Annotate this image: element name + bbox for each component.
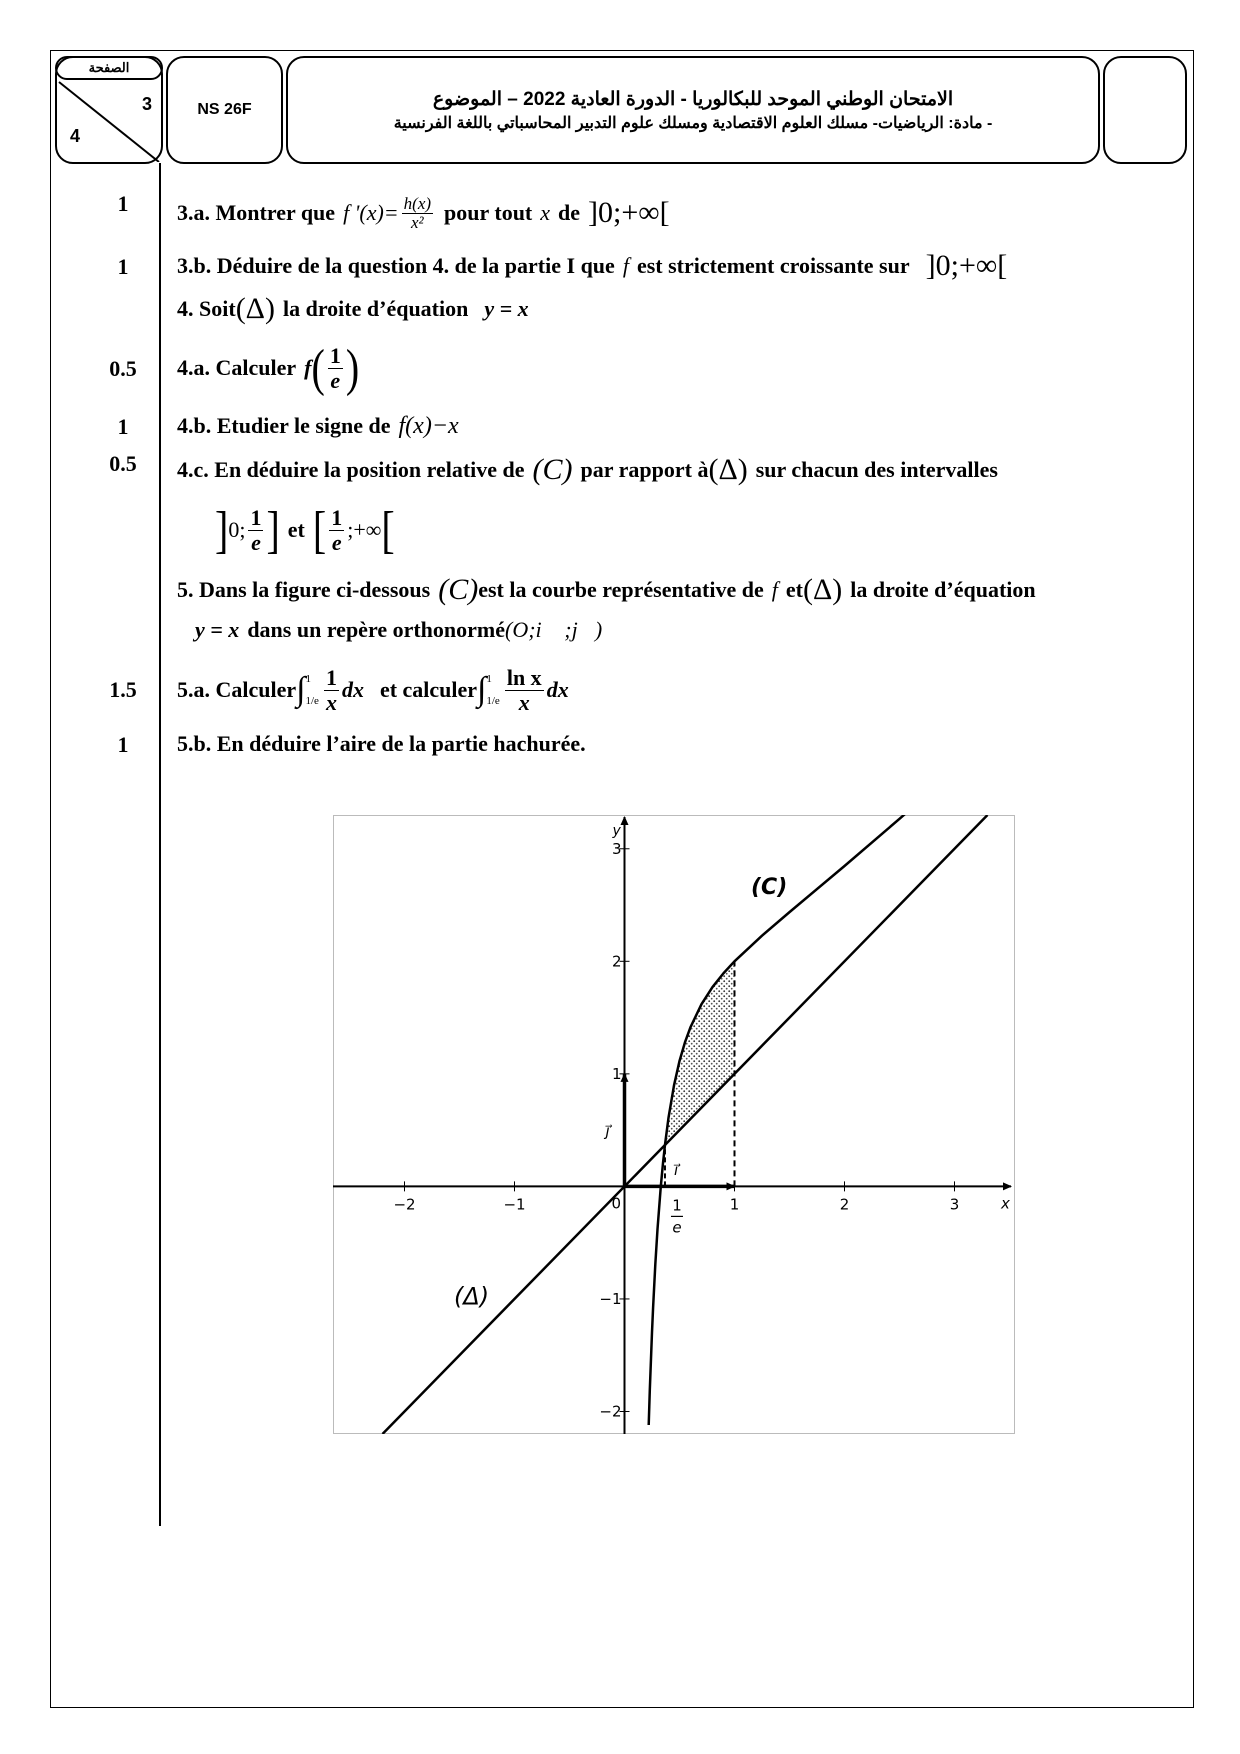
- curve-c-label: (C): [751, 874, 788, 900]
- q5b-label: 5.b. En déduire l’aire de la partie hachurée.: [177, 731, 586, 756]
- page-total: 4: [70, 126, 81, 146]
- vector-j-label: j⃗: [605, 1121, 610, 1140]
- q4a-paren-close: ): [345, 338, 360, 397]
- q3b-f: f: [622, 253, 629, 278]
- line-delta-label: (Δ): [454, 1282, 490, 1311]
- question-5a: [177, 660, 569, 720]
- q5a-label: 5.a. Calculer: [177, 677, 297, 702]
- num: ln x: [506, 665, 542, 691]
- q3a-label: 3.a. Montrer que: [177, 200, 336, 225]
- question-4: [177, 289, 529, 329]
- interval1-left: 0;: [228, 517, 246, 542]
- score-5a: 1.5: [109, 677, 137, 702]
- question-5: [177, 570, 1036, 610]
- interval2-fraction: [329, 506, 344, 553]
- frac-den: e: [251, 529, 261, 555]
- q3b-label: 3.b. Déduire de la question 4. de la partie I que: [177, 253, 615, 278]
- q3a-num: h(x): [403, 193, 432, 213]
- bracket: [: [312, 500, 327, 559]
- integrand1: [324, 666, 339, 713]
- exam-code: NS 26F: [166, 56, 283, 164]
- q4a-den: e: [330, 367, 341, 393]
- q4-text: la droite d’équation: [282, 296, 469, 321]
- question-3b: [177, 246, 1007, 286]
- question-5b: [177, 724, 586, 764]
- title-box: [286, 56, 1100, 164]
- q5-text3: dans un repère orthonormé: [247, 617, 505, 642]
- question-3a: [177, 190, 670, 236]
- q5-frame: (O;i⃗ ;j⃗): [505, 617, 603, 642]
- y-tick-label: 3: [611, 839, 622, 858]
- q4a-label: 4.a. Calculer: [177, 355, 297, 380]
- integral-limits: [305, 673, 318, 707]
- q3a-fraction: [402, 195, 433, 232]
- x-axis-label: x: [1001, 1194, 1010, 1213]
- q4c-c: (C): [532, 453, 573, 486]
- x-tick-label: 2: [839, 1195, 850, 1214]
- lower-limit: 1/e: [486, 695, 500, 707]
- integral-limits: [486, 673, 499, 707]
- x-tick-label: 3: [949, 1195, 960, 1214]
- y-tick-label: 1: [611, 1064, 622, 1083]
- origin-label: 0: [611, 1194, 622, 1213]
- hatched-region: [665, 961, 735, 1145]
- score-3b: 1: [117, 254, 129, 279]
- frac-num: 1: [250, 505, 262, 531]
- frac-den: e: [331, 529, 342, 555]
- question-4a: [177, 338, 360, 397]
- page-label: الصفحة: [55, 56, 163, 80]
- num: 1: [325, 665, 337, 691]
- q4-delta: (Δ): [235, 292, 275, 325]
- q5a-text: et calculer: [379, 677, 478, 702]
- y-axis-label: y: [612, 823, 621, 839]
- page-current: 3: [142, 94, 153, 114]
- q4a-num: 1: [329, 343, 341, 369]
- q4c-label: 4.c. En déduire la position relative de: [177, 457, 525, 482]
- frac-num: 1: [331, 505, 343, 531]
- score-4b: 1: [117, 414, 129, 439]
- bracket: ]: [266, 500, 280, 559]
- dx: dx: [341, 677, 364, 702]
- q5-c: (C): [438, 573, 479, 606]
- function-graph: [333, 815, 1015, 1434]
- x-tick-label: −2: [393, 1195, 416, 1214]
- q3a-fprime: f '(x)=: [343, 200, 399, 225]
- line-delta: [383, 815, 988, 1434]
- y-tick-label: −2: [599, 1402, 622, 1421]
- q3a-interval: ]0;+∞[: [588, 196, 670, 229]
- q5-text2: la droite d’équation: [850, 577, 1036, 602]
- score-column-divider: [159, 163, 161, 1526]
- question-4c: [177, 450, 998, 490]
- q4a-f: f: [304, 355, 312, 380]
- y-tick-label: 2: [611, 952, 622, 971]
- q4a-paren-open: (: [311, 338, 325, 397]
- den: x: [325, 689, 337, 715]
- upper-limit: 1: [305, 672, 311, 685]
- header-right-box: [1103, 56, 1187, 164]
- x-tick-label: −1: [503, 1195, 526, 1214]
- score-5b: 1: [117, 732, 129, 757]
- q3b-text: est strictement croissante sur: [636, 253, 910, 278]
- q5-text: est la courbe représentative de: [478, 577, 764, 602]
- one-over-e-num: 1: [672, 1196, 682, 1215]
- q5-eq: y = x: [195, 617, 240, 642]
- interval-et: et: [287, 517, 305, 542]
- integrand2: [505, 666, 544, 713]
- lower-limit: 1/e: [305, 695, 319, 707]
- q4-label: 4. Soit: [177, 296, 236, 321]
- question-4c-intervals: [215, 502, 395, 558]
- one-over-e-den: e: [672, 1218, 682, 1237]
- q4-eq: y = x: [484, 296, 529, 321]
- q5-f: f: [771, 577, 778, 602]
- interval1-fraction: [248, 506, 263, 553]
- upper-limit: 1: [486, 672, 492, 685]
- exam-subject: - مادة: الرياضيات- مسلك العلوم الاقتصادية ومسلك علوم التدبير المحاسباتي باللغة الفرنسية: [393, 114, 993, 132]
- q5-delta: (Δ): [802, 573, 843, 606]
- den: x: [518, 689, 530, 715]
- q3a-de: de: [558, 200, 581, 225]
- score-3a: 1: [117, 191, 129, 216]
- score-4c: 0.5: [109, 451, 137, 476]
- q4c-text2: sur chacun des intervalles: [755, 457, 998, 482]
- q3a-den: x²: [411, 212, 424, 232]
- interval2-right: ;+∞: [347, 517, 382, 542]
- exam-title: الامتحان الوطني الموحد للبكالوريا - الدورة العادية 2022 – الموضوع: [432, 88, 954, 110]
- integral-sign: ∫: [477, 671, 487, 708]
- q4c-delta: (Δ): [708, 453, 748, 486]
- q4b-expr: f(x)−x: [398, 412, 459, 439]
- score-4a: 0.5: [109, 356, 137, 381]
- q4a-fraction: [328, 344, 343, 391]
- bracket: [: [381, 500, 395, 559]
- question-4b: [177, 406, 459, 446]
- q3a-text: pour tout: [444, 200, 533, 225]
- y-tick-label: −1: [599, 1289, 622, 1308]
- x-tick-label: 1: [729, 1195, 740, 1214]
- q5-label: 5. Dans la figure ci-dessous: [177, 577, 431, 602]
- q3b-interval: ]0;+∞[: [925, 249, 1008, 282]
- integral-sign: ∫: [296, 671, 306, 708]
- bracket: ]: [215, 500, 229, 559]
- dx: dx: [546, 677, 569, 702]
- q4b-label: 4.b. Etudier le signe de: [177, 413, 391, 438]
- vector-i-label: i⃗: [674, 1161, 679, 1180]
- q3a-var: x: [540, 200, 551, 225]
- q4c-text: par rapport à: [580, 457, 709, 482]
- question-5-cont: [195, 610, 602, 650]
- q5-et: et: [785, 577, 803, 602]
